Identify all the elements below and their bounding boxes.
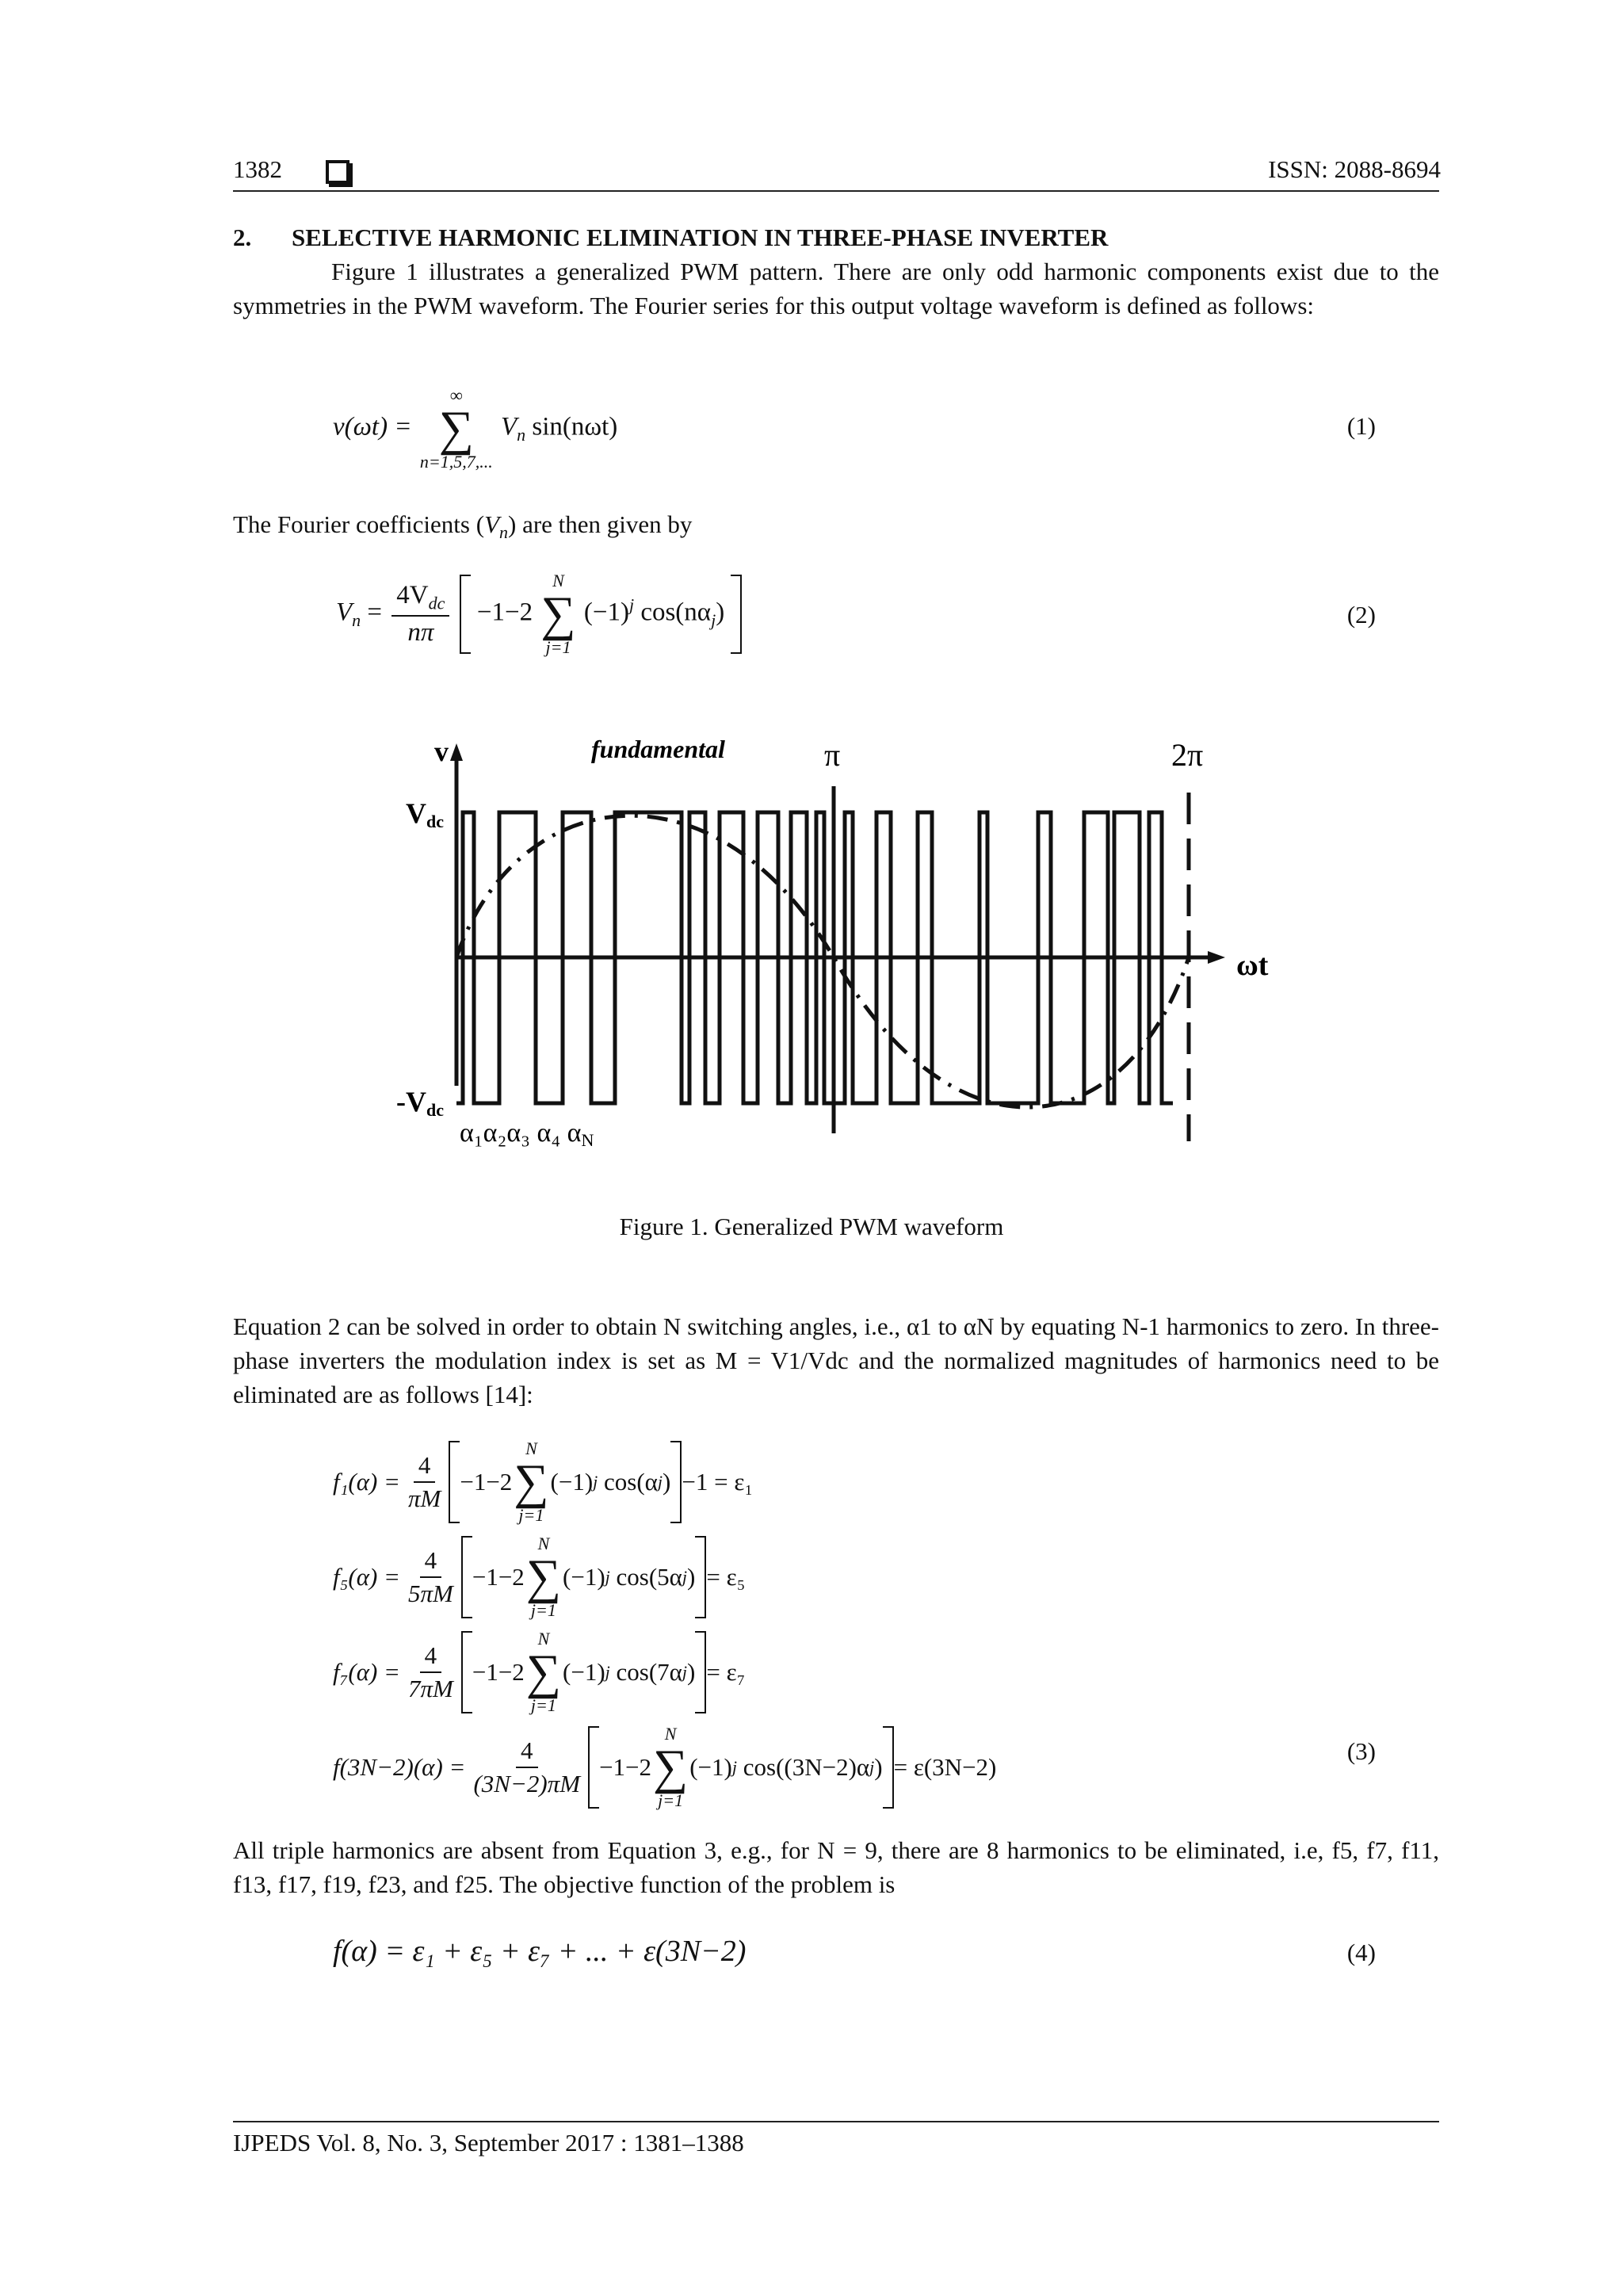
eq3-row1-sum-upper: N [525, 1438, 537, 1458]
pwm-waveform-figure [396, 737, 1284, 1149]
equation-4-number: (4) [1346, 1939, 1376, 1966]
para2-sub: n [499, 522, 508, 543]
eq3-row1-lhs: f₁(α) = [333, 1468, 400, 1496]
section-heading [233, 223, 1108, 252]
eq3-row2-den: 5πM [407, 1580, 453, 1607]
footer-rule [233, 2121, 1439, 2122]
eq1-lhs: v(ωt) = [333, 412, 412, 441]
para2-text-b: ) are then given by [508, 510, 693, 538]
eq3-row2-num: 4 [420, 1546, 442, 1578]
eq3-row4-sum-lower: j=1 [658, 1790, 684, 1810]
eq3-row3-sup: j [605, 1662, 610, 1682]
eq1-sum: ∞ ∑ n=1,5,7,... [419, 385, 493, 472]
eq3-row4-tail: = ε(3N−2) [893, 1753, 997, 1781]
eq3-row3-cos: cos(7α [616, 1658, 682, 1686]
equation-1-number: (1) [1346, 412, 1376, 440]
paragraph-fourier-coefficients [233, 507, 1439, 549]
header-rule [233, 190, 1439, 192]
eq3-row2-sup: j [605, 1567, 610, 1587]
eq3-row3-frac [403, 1641, 458, 1703]
eq3-row2-inner-b: (−1) [563, 1563, 605, 1591]
equation-1 [333, 387, 617, 471]
eq3-row2-sum: N ∑ j=1 [525, 1534, 562, 1620]
eq3-row3-tail: = ε₇ [706, 1658, 746, 1686]
eq3-row-2: f₅(α) = $\frac{4}{5\pi M}$ −1−2 N ∑ j=1 (−1) j cos(5α j ) = ε₅ [333, 1534, 746, 1620]
equation-3 [333, 1435, 996, 1815]
vdc-label-sub: dc [426, 812, 444, 831]
eq2-sum-upper: N [552, 571, 564, 590]
paragraph-switching-angles: Equation 2 can be solved in order to obtain N switching angles, i.e., α1 to αN by equating N-1 harmonics to zero. In three-phase inverters the modulation index is set as M = V1/Vdc and the normalized magnitudes of harmonics need to be eliminated are as follows [14]: [233, 1312, 1439, 1408]
eq3-row3-sub: j [682, 1662, 688, 1682]
eq3-row3-sum-upper: N [537, 1629, 550, 1648]
neg-vdc-label-main: -V [396, 1086, 426, 1117]
eq3-row1-sum: N ∑ j=1 [514, 1438, 549, 1525]
eq2-inner-sup: j [628, 594, 635, 615]
equation-4: f(α) = ε₁ + ε₅ + ε₇ + ... + ε(3N−2) [333, 1935, 747, 1968]
eq3-row4-inner-a: −1−2 [599, 1753, 652, 1781]
eq3-row4-sub: j [869, 1757, 875, 1777]
equation-2-number: (2) [1346, 601, 1376, 628]
eq3-row4-sup: j [731, 1757, 737, 1777]
eq3-row3-inner-a: −1−2 [472, 1658, 525, 1686]
eq3-row4-inner-b: (−1) [689, 1753, 732, 1781]
eq3-row2-frac [403, 1546, 458, 1608]
eq3-row3-sum: N ∑ j=1 [525, 1629, 562, 1715]
equation-3-number: (3) [1346, 1737, 1376, 1765]
figure-1-caption: Figure 1. Generalized PWM waveform [619, 1213, 1004, 1240]
eq2-lhs-sub: n [352, 610, 361, 631]
vdc-label-main: V [406, 797, 426, 829]
pi-label: π [824, 737, 841, 773]
para2-text-a: The Fourier coefficients ( [233, 510, 485, 538]
two-pi-label: 2π [1171, 737, 1204, 773]
neg-vdc-label-sub: dc [426, 1100, 444, 1120]
eq3-row4-frac [468, 1736, 585, 1798]
eq3-row3-lhs: f₇(α) = [333, 1658, 400, 1686]
eq3-row2-sum-lower: j=1 [530, 1600, 556, 1620]
eq3-row1-inner-a: −1−2 [460, 1468, 513, 1496]
eq3-row1-sub: j [657, 1472, 663, 1492]
eq2-num: 4V [396, 580, 429, 609]
eq3-row4-cos: cos((3N−2)α [743, 1753, 870, 1781]
eq3-row1-sum-lower: j=1 [518, 1505, 544, 1525]
eq3-row2-inner-a: −1−2 [472, 1563, 525, 1591]
wt-axis-arrow-icon [1208, 951, 1225, 964]
eq3-row1-sup: j [593, 1472, 598, 1492]
eq2-inner-sub: j [711, 610, 716, 631]
eq2-sum: N ∑ j=1 [540, 571, 576, 657]
eq3-row3-inner-b: (−1) [563, 1658, 605, 1686]
paragraph-intro: Figure 1 illustrates a generalized PWM pattern. There are only odd harmonic components exist due to the symmetries in the PWM waveform. The Fourier series for this output voltage waveform is defined as follows: [233, 258, 1439, 319]
eq2-inner-b: (−1) [583, 598, 629, 627]
eq3-row3-den: 7πM [407, 1675, 453, 1702]
eq3-row2-sub: j [682, 1567, 688, 1587]
vdc-label [406, 797, 444, 831]
section-title: SELECTIVE HARMONIC ELIMINATION IN THREE-PHASE INVERTER [292, 223, 1109, 251]
eq3-row3-num: 4 [420, 1641, 442, 1673]
eq1-sum-lower: n=1,5,7,... [419, 452, 493, 472]
page-number: 1382 [233, 155, 282, 183]
alpha-labels-main: α₁α₂α₃ α₄ α [460, 1118, 582, 1148]
eq3-row2-lhs: f₅(α) = [333, 1563, 400, 1591]
eq3-row2-sum-upper: N [537, 1534, 550, 1553]
eq2-lhs: V [336, 598, 353, 627]
eq2-inner-a: −1−2 [476, 598, 533, 627]
eq1-rhs-sub: n [517, 425, 526, 445]
square-bullet-icon [326, 160, 349, 184]
eq3-row4-den: (3N−2)πM [473, 1770, 581, 1797]
eq3-row1-tail: −1 = ε₁ [682, 1468, 754, 1496]
fundamental-label: fundamental [591, 737, 725, 763]
eq3-row1-inner-b: (−1) [550, 1468, 594, 1496]
v-axis-arrow-icon [450, 743, 463, 761]
v-label: v [434, 737, 449, 767]
eq3-row1-den: πM [407, 1484, 441, 1512]
alpha-n-sub: N [581, 1130, 594, 1149]
eq2-num-sub: dc [428, 593, 445, 613]
eq3-row2-tail: = ε₅ [706, 1563, 746, 1591]
neg-vdc-label [396, 1086, 444, 1120]
section-number: 2. [233, 223, 252, 251]
eq3-row-4: f(3N−2)(α) = $\frac{4}{(3N-2)\pi M}$ −1−2 N ∑ j=1 (−1) j cos((3N−2)α j ) = ε(3N−2) [333, 1724, 997, 1810]
eq3-row3-sum-lower: j=1 [530, 1695, 556, 1715]
eq2-sum-lower: j=1 [545, 637, 571, 657]
eq3-row-3: f₇(α) = $\frac{4}{7\pi M}$ −1−2 N ∑ j=1 (−1) j cos(7α j ) = ε₇ [333, 1629, 746, 1715]
eq3-row4-num: 4 [516, 1736, 538, 1768]
eq2-fraction [391, 581, 449, 648]
issn: ISSN: 2088-8694 [1268, 155, 1441, 183]
eq3-row1-frac [403, 1451, 445, 1513]
eq2-den: nπ [407, 618, 434, 648]
para2-var: V [484, 510, 499, 538]
footer-citation: IJPEDS Vol. 8, No. 3, September 2017 : 1381–1388 [233, 2129, 744, 2157]
eq3-row2-cos: cos(5α [616, 1563, 682, 1591]
eq3-row1-cos: cos(α [604, 1468, 658, 1496]
equation-2: $V_n$ = $\frac{4V_{dc}}{n\pi}$ −1−2 N ∑ j=1 $(-1)^j$ $\cos(n\alpha_j)$ [336, 572, 742, 656]
alpha-labels [460, 1118, 594, 1149]
wt-label: ωt [1236, 949, 1269, 982]
eq1-sum-upper: ∞ [449, 385, 463, 405]
eq3-row4-lhs: f(3N−2)(α) = [333, 1753, 466, 1781]
eq2-inner-d: ) [716, 598, 725, 627]
eq3-row-1: f₁(α) = $\frac{4}{\pi M}$ −1−2 N ∑ j=1 (−1) j cos(α j ) −1 = ε₁ [333, 1438, 754, 1525]
eq2-inner-c: cos(nα [634, 598, 712, 627]
paragraph-triple-harmonics: All triple harmonics are absent from Equation 3, e.g., for N = 9, there are 8 harmonics to be eliminated, i.e, f5, f7, f11, f13, f17, f19, f23, and f25. The objective function of the problem is [233, 1836, 1439, 1898]
eq1-rhs-tail: sin(nωt) [525, 412, 618, 441]
eq1-rhs: V [500, 412, 517, 441]
eq3-row4-sum: N ∑ j=1 [653, 1724, 689, 1810]
eq3-row1-num: 4 [414, 1451, 436, 1483]
eq3-row4-sum-upper: N [664, 1724, 677, 1744]
